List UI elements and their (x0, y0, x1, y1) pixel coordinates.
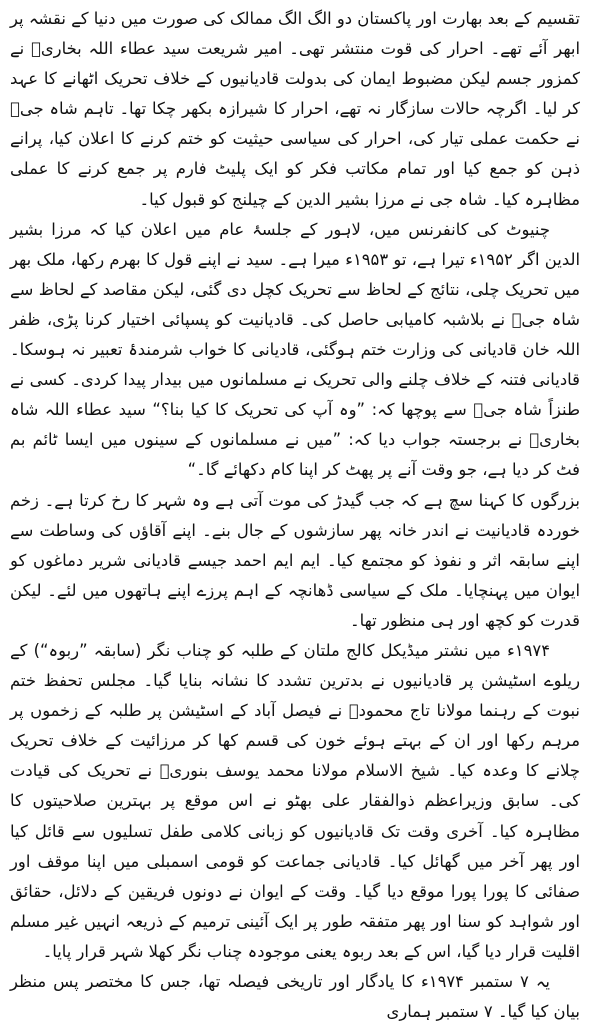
article-paragraph-chiniot-conference: چنیوٹ کی کانفرنس میں، لاہور کے جلسۂ عام میں اعلان کیا کہ مرزا بشیر الدین اگر ۱۹۵۲ء تیرا ہے، تو ۱۹۵۳ء میرا ہے۔ سید نے اپنے قول کا بھرم رکھا، ملک بھر میں تحریک چلی، نتائج کے لحاظ سے تحریک کچل دی گئی، لیکن مقاصد کے لحاظ سے شاہ جیؒ نے بلاشبہ کامیابی حاصل کی۔ قادیانیت کو پسپائی اختیار کرنا پڑی، ظفر اللہ خان قادیانی کی وزارت ختم ہوگئی، قادیانی کا خواب شرمندۂ تعبیر نہ ہوسکا۔ قادیانی فتنہ کے خلاف چلنے والی تحریک نے مسلمانوں میں بیدار پیدا کردی۔ کسی نے طنزاً شاہ جیؒ سے پوچھا کہ: ”وہ آپ کی تحریک کا کیا بنا؟“ سید عطاء اللہ شاہ بخاریؒ نے برجستہ جواب دیا کہ: ”میں نے مسلمانوں کے سینوں میں ایسا ٹائم بم فٹ کر دیا ہے، جو وقت آنے پر پھٹ کر اپنا کام دکھائے گا۔“ (10, 219, 580, 480)
article-paragraph-1974-movement: ۱۹۷۴ء میں نشتر میڈیکل کالج ملتان کے طلبہ کو چناب نگر (سابقہ ”ربوہ“) کے ریلوے اسٹیشن پر قادیانیوں نے بدترین تشدد کا نشانہ بنایا گیا۔ مجلس تحفظ ختم نبوت کے رہنما مولانا تاج محمودؒ نے فیصل آباد کے اسٹیشن پر طلبہ کے زخموں پر مرہم رکھا اور ان کے بہتے ہوئے خون کی قسم کھا کر مرزائیت کے خلاف تحریک چلانے کا وعدہ کیا۔ شیخ الاسلام مولانا محمد یوسف بنوریؒ نے تحریک کی قیادت کی۔ سابق وزیراعظم ذوالفقار علی بھٹو نے اس موقع پر بہترین صلاحیتوں کا مظاہرہ کیا۔ آخری وقت تک قادیانیوں کو زبانی کلامی طفل تسلیوں سے قائل کیا اور پھر آخر میں گھائل کیا۔ قادیانی جماعت کو قومی اسمبلی میں اپنا موقف اور صفائی کا پورا پورا موقع دیا گیا۔ وقت کے ایوان نے دونوں فریقین کے دلائل، حقائق اور شواہد کو سنا اور پھر متفقہ طور پر ایک آئینی ترمیم کے ذریعہ انہیں غیر مسلم اقلیت قرار دیا گیا، اس کے بعد ربوہ یعنی موجودہ چناب نگر کھلا شہر قرار پایا۔ (10, 640, 580, 961)
article-paragraph-conspiracy: بزرگوں کا کہنا سچ ہے کہ جب گیدڑ کی موت آتی ہے وہ شہر کا رخ کرتا ہے۔ زخم خوردہ قادیانیت نے اندر خانہ پھر سازشوں کے جال بنے۔ اپنے آقاؤں کی وساطت سے اپنے سابقہ اثر و نفوذ کو مجتمع کیا۔ ایم ایم احمد جیسے قادیانی شریر دماغوں کو ایوان میں پہنچایا۔ ملک کے سیاسی ڈھانچہ کے اہم پرزے اپنے ہاتھوں میں لئے۔ لیکن قدرت کو کچھ اور ہی منظور تھا۔ (10, 490, 580, 630)
article-paragraph-partition: تقسیم کے بعد بھارت اور پاکستان دو الگ الگ ممالک کی صورت میں دنیا کے نقشہ پر ابھر آئے تھے۔ احرار کی قوت منتشر تھی۔ امیر شریعت سید عطاء اللہ بخاریؒ نے کمزور جسم لیکن مضبوط ایمان کی بدولت قادیانیوں کے خلاف تحریک اٹھانے کا عہد کر لیا۔ اگرچہ حالات سازگار نہ تھے، احرار کا شیرازہ بکھر چکا تھا۔ تاہم شاہ جیؒ نے حکمت عملی تیار کی، احرار کی سیاسی حیثیت کو ختم کرنے کا اعلان کیا، پرانے ذہن کو جمع کیا اور تمام مکاتب فکر کو ایک پلیٹ فارم پر جمع کرنے کا عملی مظاہرہ کیا۔ شاہ جی نے مرزا بشیر الدین کے چیلنج کو قبول کیا۔ (10, 9, 580, 209)
article-paragraph-september-decision: یہ ۷ ستمبر ۱۹۷۴ء کا یادگار اور تاریخی فیصلہ تھا، جس کا مختصر پس منظر بیان کیا گیا۔ ۷ ستمبر ہماری (10, 972, 580, 1022)
